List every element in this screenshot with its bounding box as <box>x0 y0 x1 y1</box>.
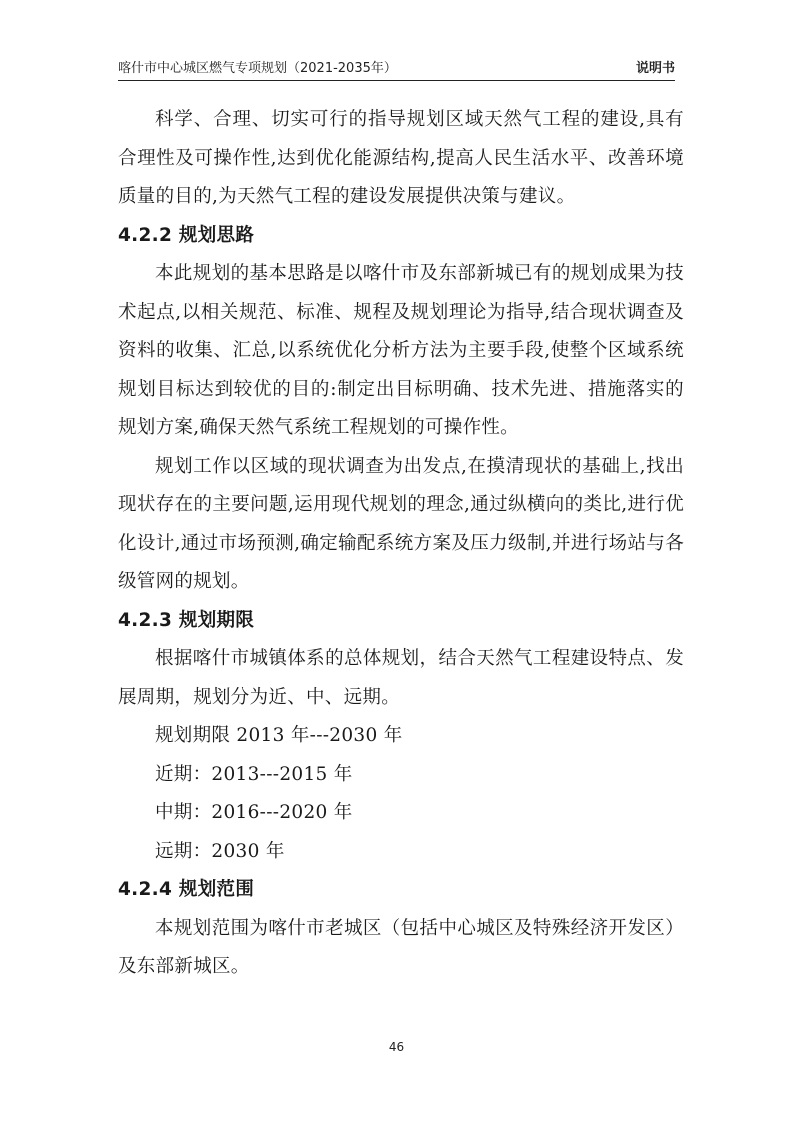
paragraph-period-near: 近期：2013---2015 年 <box>155 763 353 785</box>
heading-planning-scope: 4.2.4 规划范围 <box>118 879 255 900</box>
page-number: 46 <box>388 1040 405 1054</box>
heading-planning-period: 4.2.3 规划期限 <box>118 609 255 631</box>
heading-planning-approach: 4.2.2 规划思路 <box>118 224 255 246</box>
paragraph-period-long: 远期：2030 年 <box>155 840 285 862</box>
document-title: 喀什市中心城区燃气专项规划（2021-2035年） <box>118 61 397 76</box>
paragraph-period-intro: 根据喀什市城镇体系的总体规划，结合天然气工程建设特点、发展周期，规划分为近、中、远期。 <box>118 648 684 708</box>
page-body <box>118 101 684 987</box>
paragraph-period-mid: 中期：2016---2020 年 <box>155 802 353 823</box>
paragraph-approach-1: 本此规划的基本思路是以喀什市及东部新城已有的规划成果为技术起点,以相关规范、标准、规程及规划理论为指导,结合现状调查及资料的收集、汇总,以系统优化分析方法为主要手段,使整个区域系统规划目标达到较优的目的:制定出目标明确、技术先进、措施落实的规划方案,确保天然气系统工程规划的可操作性。 <box>118 263 684 438</box>
paragraph-approach-2: 规划工作以区域的现状调查为出发点,在摸清现状的基础上,找出现状存在的主要问题,运用现代规划的理念,通过纵横向的类比,进行优化设计,通过市场预测,确定输配系统方案及压力级制,并进行场站与各级管网的规划。 <box>118 455 684 592</box>
paragraph-intro-continued: 科学、合理、切实可行的指导规划区域天然气工程的建设,具有合理性及可操作性,达到优化能源结构,提高人民生活水平、改善环境质量的目的,为天然气工程的建设发展提供决策与建议。 <box>118 109 684 207</box>
section-label: 说明书 <box>635 61 675 76</box>
paragraph-scope: 本规划范围为喀什市老城区（包括中心城区及特殊经济开发区）及东部新城区。 <box>118 917 684 977</box>
paragraph-period-range: 规划期限 2013 年---2030 年 <box>155 725 403 746</box>
page-header <box>118 52 675 81</box>
